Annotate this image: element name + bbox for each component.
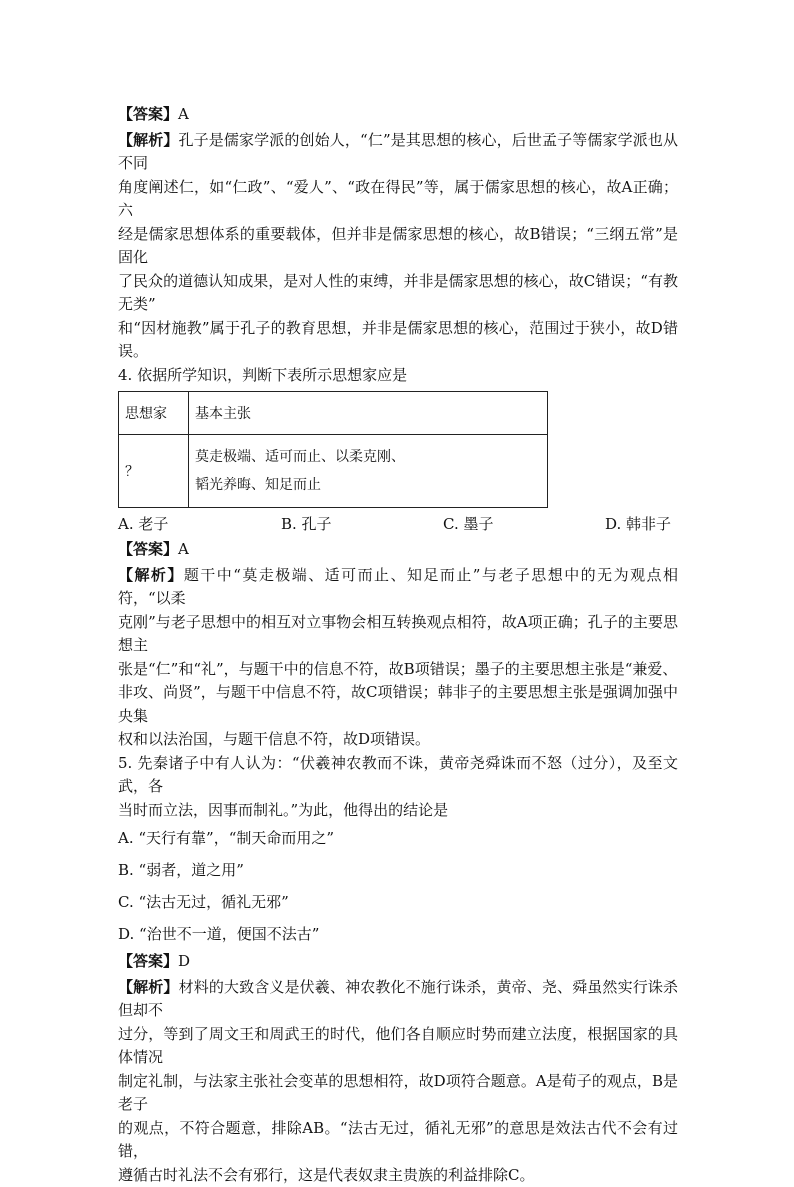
q4-analysis-line-3: 张是“仁”和“礼”，与题干中的信息不符，故B项错误；墨子的主要思想主张是“兼爱、 bbox=[118, 658, 678, 682]
q4-option-b[interactable]: B. 孔子 bbox=[281, 513, 443, 534]
q4-table-wrapper bbox=[118, 391, 678, 508]
table-header-claims: 基本主张 bbox=[189, 392, 548, 435]
q5-option-d[interactable]: D. “治世不一道，便国不法古” bbox=[118, 918, 678, 950]
analysis-label: 【解析】 bbox=[118, 566, 184, 584]
q4-option-c[interactable]: C. 墨子 bbox=[443, 513, 605, 534]
q5-analysis-line-1: 【解析】材料的大致含义是伏羲、神农教化不施行诛杀，黄帝、尧、舜虽然实行诛杀但却不 bbox=[118, 976, 678, 1023]
document-body bbox=[118, 103, 678, 1187]
q3-analysis-line-1: 【解析】孔子是儒家学派的创始人，“仁”是其思想的核心，后世孟子等儒家学派也从不同 bbox=[118, 129, 678, 176]
q4-options bbox=[118, 508, 678, 538]
q5-analysis-line-2: 过分，等到了周文王和周武王的时代，他们各自顺应时势而建立法度，根据国家的具体情况 bbox=[118, 1023, 678, 1070]
answer-value: A bbox=[178, 540, 189, 558]
q3-analysis-line-3: 经是儒家思想体系的重要载体，但并非是儒家思想的核心，故B错误；“三纲五常”是固化 bbox=[118, 223, 678, 270]
q5-analysis-line-4: 的观点，不符合题意，排除AB。“法古无过，循礼无邪”的意思是效法古代不会有过错， bbox=[118, 1117, 678, 1164]
q4-analysis-line-5: 权和以法治国，与题干信息不符，故D项错误。 bbox=[118, 728, 678, 752]
table-cell-thinker: ？ bbox=[119, 435, 189, 508]
q4-option-d[interactable]: D. 韩非子 bbox=[605, 513, 671, 534]
q4-stem: 4. 依据所学知识，判断下表所示思想家应是 bbox=[118, 364, 678, 388]
q5-stem-line-2: 当时而立法，因事而制礼。”为此，他得出的结论是 bbox=[118, 799, 678, 823]
q4-answer bbox=[118, 538, 678, 562]
q4-analysis-line-2: 克刚”与老子思想中的相互对立事物会相互转换观点相符，故A项正确；孔子的主要思想主 bbox=[118, 611, 678, 658]
table-row bbox=[119, 435, 548, 508]
q5-analysis-line-3: 制定礼制，与法家主张社会变革的思想相符，故D项符合题意。A是荀子的观点，B是老子 bbox=[118, 1070, 678, 1117]
q4-analysis-line-1: 【解析】题干中“莫走极端、适可而止、知足而止”与老子思想中的无为观点相符，“以柔 bbox=[118, 564, 678, 611]
q3-analysis-line-5: 和“因材施教”属于孔子的教育思想，并非是儒家思想的核心，范围过于狭小，故D错误。 bbox=[118, 317, 678, 364]
analysis-label: 【解析】 bbox=[118, 131, 179, 149]
q3-answer bbox=[118, 103, 678, 127]
table-header-row bbox=[119, 392, 548, 435]
q3-analysis-line-2: 角度阐述仁，如“仁政”、“爱人”、“政在得民”等，属于儒家思想的核心，故A正确；六 bbox=[118, 176, 678, 223]
q5-option-a[interactable]: A. “天行有靠”，“制天命而用之” bbox=[118, 822, 678, 854]
q5-analysis-line-5: 遵循古时礼法不会有邪行，这是代表奴隶主贵族的利益排除C。 bbox=[118, 1164, 678, 1187]
q5-stem-line-1: 5. 先秦诸子中有人认为：“伏羲神农教而不诛，黄帝尧舜诛而不怒（过分），及至文武，各 bbox=[118, 752, 678, 799]
q5-option-b[interactable]: B. “弱者，道之用” bbox=[118, 854, 678, 886]
answer-value: D bbox=[178, 952, 190, 970]
answer-label: 【答案】 bbox=[118, 952, 178, 970]
q5-option-c[interactable]: C. “法古无过，循礼无邪” bbox=[118, 886, 678, 918]
q4-option-a[interactable]: A. 老子 bbox=[118, 513, 281, 534]
q5-answer bbox=[118, 950, 678, 974]
answer-value: A bbox=[178, 105, 189, 123]
answer-label: 【答案】 bbox=[118, 540, 178, 558]
table-header-thinker: 思想家 bbox=[119, 392, 189, 435]
table-cell-claims: 莫走极端、适可而止、以柔克刚、 韬光养晦、知足而止 bbox=[189, 435, 548, 508]
answer-label: 【答案】 bbox=[118, 105, 178, 123]
analysis-label: 【解析】 bbox=[118, 978, 179, 996]
q3-analysis-line-4: 了民众的道德认知成果，是对人性的束缚，并非是儒家思想的核心，故C错误；“有教无类” bbox=[118, 270, 678, 317]
q4-table bbox=[118, 391, 548, 508]
q4-analysis-line-4: 非攻、尚贤”，与题干中信息不符，故C项错误；韩非子的主要思想主张是强调加强中央集 bbox=[118, 681, 678, 728]
